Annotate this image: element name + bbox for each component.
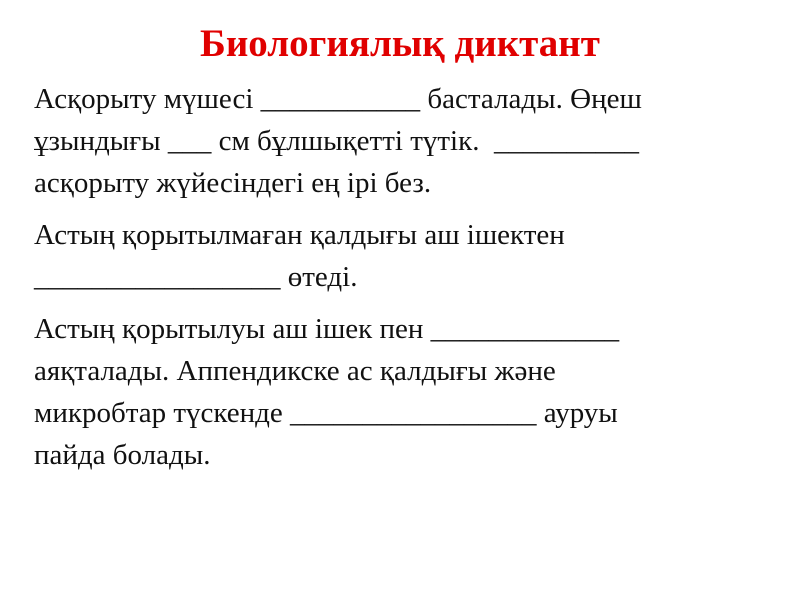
paragraph-3-line-3: микробтар түскенде _________________ ауруы	[34, 397, 618, 429]
paragraph-3-line-1: Астың қорытылуы аш ішек пен _____________	[34, 313, 620, 345]
paragraph-2-line-2: _________________ өтеді.	[34, 261, 358, 293]
paragraph-3-line-2: аяқталады. Аппендикске ас қалдығы және	[34, 355, 556, 387]
paragraph-1-line-3: асқорыту жүйесіндегі ең ірі без.	[34, 167, 432, 199]
paragraph-3	[34, 308, 782, 476]
slide-title: Биологиялық диктант	[200, 22, 600, 65]
paragraph-2	[34, 214, 782, 298]
paragraph-2-line-1: Астың қорытылмаған қалдығы аш ішектен	[34, 219, 565, 251]
dictation-body	[34, 78, 782, 486]
paragraph-1	[34, 78, 782, 204]
paragraph-1-line-1: Асқорыту мүшесі ___________ басталады. Өңеш	[34, 83, 642, 115]
paragraph-3-line-4: пайда болады.	[34, 439, 211, 471]
paragraph-1-line-2: ұзындығы ___ см бұлшықетті түтік. __________	[34, 125, 639, 157]
